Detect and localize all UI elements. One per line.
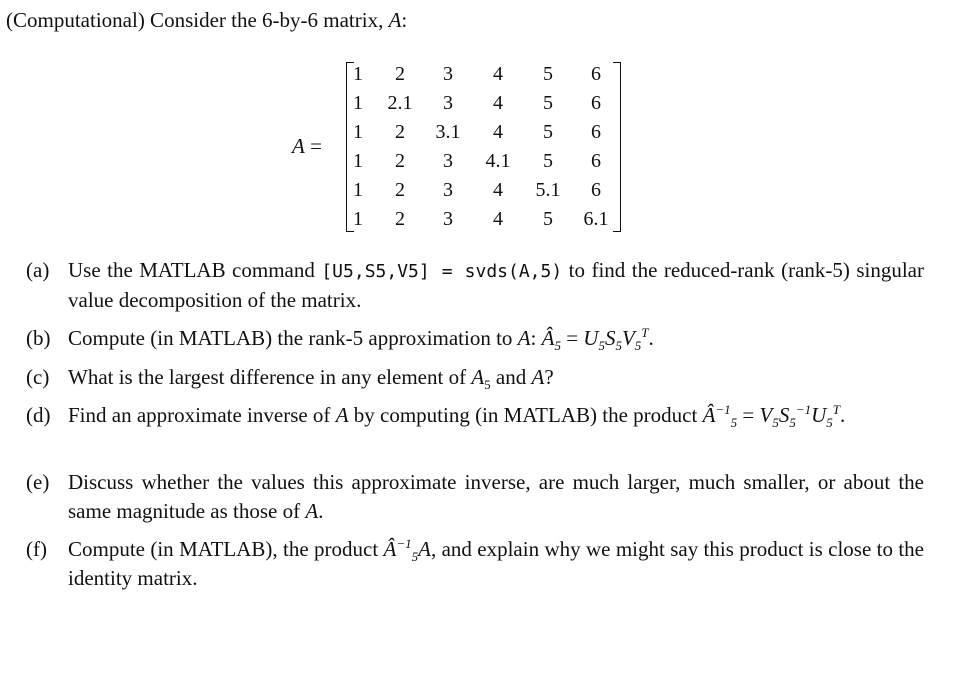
- matrix-cell: 3.1: [435, 121, 461, 143]
- matrix-cell: 1: [353, 208, 363, 230]
- question-label: (b): [26, 326, 51, 350]
- question-label: (d): [26, 403, 51, 427]
- matrix-cell: 4.1: [485, 150, 511, 172]
- matrix-cell: 3: [443, 92, 453, 114]
- problem-statement: [6, 8, 407, 33]
- matrix-cell: 5: [543, 150, 553, 172]
- matrix-cell: 6: [591, 63, 601, 85]
- matrix-label: A =: [292, 134, 322, 158]
- formula: $Â^{-1}_5 = V_5S_5^{-1}U_5^T$: [702, 402, 841, 431]
- matrix-row: [350, 208, 614, 237]
- question-text: Compute (in MATLAB), the product $Â^{-1}_5A$, and explain why we might say this product is close to the identity matrix.: [68, 536, 925, 590]
- matrix-cell: 5: [543, 63, 553, 85]
- matrix-cell: 1: [353, 150, 363, 172]
- matrix-cell: 6: [591, 121, 601, 143]
- matrix-cell: 1: [353, 92, 363, 114]
- matrix-cell: 5: [543, 92, 553, 114]
- matrix-cell: 5: [543, 121, 553, 143]
- matrix-cell: 5.1: [535, 179, 561, 201]
- matrix-cell: 3: [443, 63, 453, 85]
- matrix-equation: [292, 62, 632, 238]
- formula: $Â^{-1}_5A$: [383, 536, 431, 565]
- question-text: Discuss whether the values this approximate inverse, are much larger, much smaller, or about the same magnitude as those of A.: [68, 470, 924, 523]
- matrix-cell: 6: [591, 179, 601, 201]
- matrix-row: [350, 179, 614, 208]
- matrix-cell: 6: [591, 150, 601, 172]
- matrix-cell: 6.1: [583, 208, 609, 230]
- matrix-row: [350, 92, 614, 121]
- matrix-row: [350, 150, 614, 179]
- question-label: (c): [26, 365, 50, 389]
- matrix-row: [350, 63, 614, 92]
- matrix-cell: 4: [493, 121, 503, 143]
- matrix-cell: 2.1: [387, 92, 413, 114]
- question-text: Compute (in MATLAB) the rank-5 approximation to A: $Â_5 = U_5S_5V_5^T$.: [68, 325, 654, 354]
- matrix-cell: 3: [443, 179, 453, 201]
- matrix-row: [350, 121, 614, 150]
- matrix-cell: 5: [543, 208, 553, 230]
- matlab-name: MATLAB: [179, 537, 266, 561]
- matrix-cell: 1: [353, 179, 363, 201]
- right-bracket: [613, 62, 621, 232]
- matlab-name: MATLAB: [503, 403, 591, 427]
- question-label: (e): [26, 470, 50, 494]
- matrix-cell: 2: [395, 121, 405, 143]
- header-text: (Computational) Consider the 6-by-6 matrix,: [6, 8, 389, 32]
- header-colon: :: [401, 8, 408, 32]
- matrix-cell: 2: [395, 150, 405, 172]
- matlab-command: [U5,S5,V5] = svds(A,5): [321, 261, 563, 282]
- matrix-cell: 3: [443, 150, 453, 172]
- matrix-cell: 6: [591, 92, 601, 114]
- matrix-variable: A: [388, 8, 402, 32]
- question-label: (f): [26, 537, 47, 561]
- matrix-cell: 1: [353, 63, 363, 85]
- question-label: (a): [26, 258, 50, 282]
- matrix-cell: 2: [395, 208, 405, 230]
- question-text: Find an approximate inverse of A by computing (in MATLAB) the product $Â^{-1}_5 = V_5S_5^{-1}U_5^T$.: [68, 402, 846, 431]
- question-text: Use the MATLAB command [U5,S5,V5] = svds(A,5) to find the reduced-rank (rank-5) singular value decomposition of the matrix.: [68, 258, 924, 312]
- matrix-cell: 3: [443, 208, 453, 230]
- matlab-name: MATLAB: [139, 258, 226, 282]
- matrix-cell: 4: [493, 208, 503, 230]
- matrix-cell: 4: [493, 179, 503, 201]
- matrix-cell: 4: [493, 63, 503, 85]
- matrix-grid: [350, 62, 614, 232]
- matlab-name: MATLAB: [178, 326, 266, 350]
- formula: $Â_5 = U_5S_5V_5^T$: [541, 325, 649, 354]
- matrix-cell: 4: [493, 92, 503, 114]
- question-text: What is the largest difference in any element of $A_5$ and A?: [68, 365, 554, 393]
- matrix-cell: 2: [395, 179, 405, 201]
- matrix-cell: 1: [353, 121, 363, 143]
- matrix-cell: 2: [395, 63, 405, 85]
